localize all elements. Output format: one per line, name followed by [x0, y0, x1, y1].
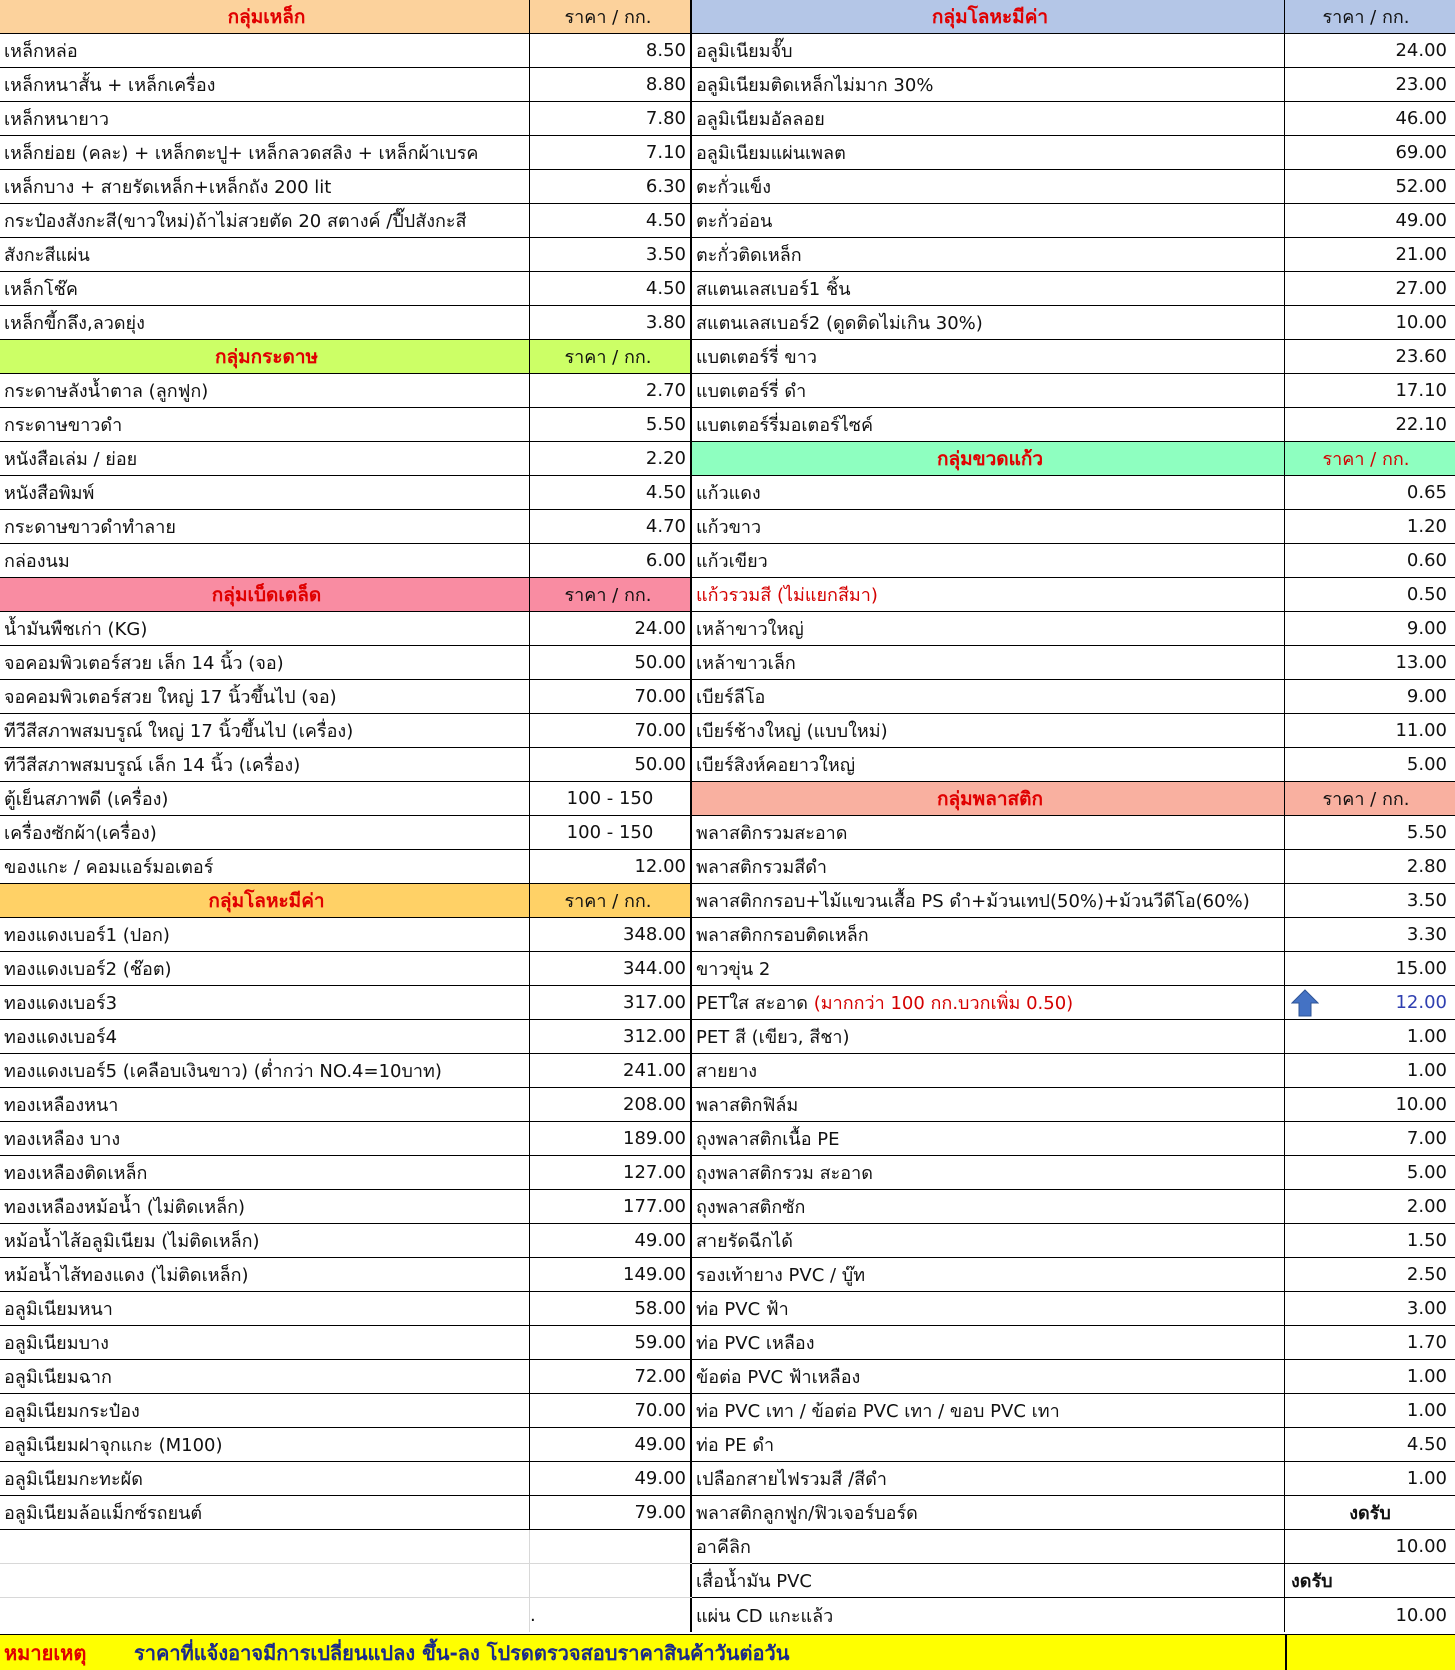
- item-price: 189.00: [530, 1122, 692, 1155]
- item-price: 317.00: [530, 986, 692, 1019]
- item-name: เหล็กหนาสั้น + เหล็กเครื่อง: [0, 68, 530, 101]
- item-name: ทองแดงเบอร์5 (เคลือบเงินขาว) (ต่ำกว่า NO.4=10บาท): [0, 1054, 530, 1087]
- item-price: 10.00: [1395, 312, 1447, 333]
- item-name: ทองเหลืองหนา: [0, 1088, 530, 1121]
- table-row: [692, 1530, 1455, 1564]
- table-row: [0, 612, 692, 646]
- item-name: อลูมิเนียมอัลลอย: [692, 102, 1285, 135]
- item-name: ท่อ PE ดำ: [692, 1428, 1285, 1461]
- item-price: 1.00: [1406, 1060, 1447, 1081]
- item-price: 2.20: [530, 442, 692, 475]
- item-price: 9.00: [1406, 686, 1447, 707]
- item-price: 9.00: [1406, 618, 1447, 639]
- item-name: เหล็กโช๊ค: [0, 272, 530, 305]
- item-price: 1.00: [1406, 1468, 1447, 1489]
- precious-metal-group-header-right: [692, 0, 1455, 34]
- table-row-pet-clear: [692, 986, 1455, 1020]
- item-price: 17.10: [1395, 380, 1447, 401]
- group-title: กลุ่มเหล็ก: [0, 0, 530, 33]
- item-name: หนังสือพิมพ์: [0, 476, 530, 509]
- item-price: 0.60: [1406, 550, 1447, 571]
- item-price: 50.00: [530, 646, 692, 679]
- table-row: [0, 544, 692, 578]
- item-price: 7.00: [1406, 1128, 1447, 1149]
- table-row: [0, 850, 692, 884]
- item-name: ของแกะ / คอมแอร์มอเตอร์: [0, 850, 530, 883]
- item-price: 5.50: [1406, 822, 1447, 843]
- item-price: 70.00: [530, 714, 692, 747]
- item-price: 6.30: [530, 170, 692, 203]
- item-name: เหล็กหนายาว: [0, 102, 530, 135]
- table-row: [692, 476, 1455, 510]
- up-arrow-icon: [1291, 989, 1319, 1017]
- empty-cell: [0, 1564, 530, 1597]
- item-name: พลาสติกรวมสะอาด: [692, 816, 1285, 849]
- table-row: [692, 850, 1455, 884]
- item-name: ท่อ PVC เทา / ข้อต่อ PVC เทา / ขอบ PVC เทา: [692, 1394, 1285, 1427]
- table-row: [692, 1496, 1455, 1530]
- group-title: กลุ่มโลหะมีค่า: [0, 884, 530, 917]
- empty-cell: [0, 1598, 530, 1632]
- item-name: น้ำมันพืชเก่า (KG): [0, 612, 530, 645]
- item-name: หนังสือเล่ม / ย่อย: [0, 442, 530, 475]
- item-price: 52.00: [1395, 176, 1447, 197]
- item-price: 79.00: [530, 1496, 692, 1529]
- item-name: อลูมิเนียมแผ่นเพลต: [692, 136, 1285, 169]
- table-row: [692, 612, 1455, 646]
- item-price: 50.00: [530, 748, 692, 781]
- item-name: ทีวีสีสภาพสมบรูณ์ เล็ก 14 นิ้ว (เครื่อง): [0, 748, 530, 781]
- item-name: เบียร์ลีโอ: [692, 680, 1285, 713]
- table-row: [692, 1054, 1455, 1088]
- table-row: [692, 816, 1455, 850]
- item-name: อาคีลิก: [692, 1530, 1285, 1563]
- item-name: ตะกั่วแข็ง: [692, 170, 1285, 203]
- item-price: 10.00: [1395, 1536, 1447, 1557]
- table-row: [0, 1156, 692, 1190]
- item-price: 22.10: [1395, 414, 1447, 435]
- item-name: จอคอมพิวเตอร์สวย ใหญ่ 17 นิ้วขึ้นไป (จอ): [0, 680, 530, 713]
- item-name: เหล็กหล่อ: [0, 34, 530, 67]
- table-row: [692, 884, 1455, 918]
- table-row: [692, 102, 1455, 136]
- item-price: 49.00: [530, 1462, 692, 1495]
- item-name: อลูมิเนียมจั๊บ: [692, 34, 1285, 67]
- trailing-mark: .: [530, 1598, 692, 1632]
- table-row: [0, 238, 692, 272]
- item-price: 58.00: [530, 1292, 692, 1325]
- item-name: อลูมิเนียมฝาจุกแกะ (M100): [0, 1428, 530, 1461]
- item-name: กระดาษขาวดำ: [0, 408, 530, 441]
- item-price: 72.00: [530, 1360, 692, 1393]
- table-row: [692, 374, 1455, 408]
- item-price: 4.50: [530, 204, 692, 237]
- table-row: [692, 1326, 1455, 1360]
- item-name: กระป๋องสังกะสี(ขาวใหม่)ถ้าไม่สวยตัด 20 สตางค์ /ปี๊ปสังกะสี: [0, 204, 530, 237]
- footer-note: [0, 1634, 1455, 1670]
- item-name: PET สี (เขียว, สีชา): [692, 1020, 1285, 1053]
- item-name: พลาสติกฟิล์ม: [692, 1088, 1285, 1121]
- price-column-label: ราคา / กก.: [1322, 789, 1410, 810]
- table-row: [692, 918, 1455, 952]
- item-price: 8.50: [530, 34, 692, 67]
- table-row: [0, 408, 692, 442]
- empty-row: [0, 1598, 692, 1632]
- table-row: [692, 1156, 1455, 1190]
- item-price: 3.80: [530, 306, 692, 339]
- item-name: ขาวขุ่น 2: [692, 952, 1285, 985]
- table-row: [692, 952, 1455, 986]
- table-row: [0, 1496, 692, 1530]
- item-price: 2.00: [1406, 1196, 1447, 1217]
- table-row: [692, 1088, 1455, 1122]
- table-row: [0, 1394, 692, 1428]
- item-name: ทองเหลืองหม้อน้ำ (ไม่ติดเหล็ก): [0, 1190, 530, 1223]
- item-name: พลาสติกลูกฟูก/ฟิวเจอร์บอร์ด: [692, 1496, 1285, 1529]
- table-row: [0, 510, 692, 544]
- item-price: 8.80: [530, 68, 692, 101]
- item-name: แบตเตอร์รี่ ขาว: [692, 340, 1285, 373]
- item-name: ท่อ PVC ฟ้า: [692, 1292, 1285, 1325]
- item-price: 4.50: [1406, 1434, 1447, 1455]
- table-row: [0, 782, 692, 816]
- price-column-label: ราคา / กก.: [530, 884, 692, 917]
- table-row: [0, 136, 692, 170]
- price-column-label: ราคา / กก.: [530, 578, 692, 611]
- table-row: [0, 170, 692, 204]
- table-row: [0, 1428, 692, 1462]
- item-price: 100 - 150: [530, 816, 692, 849]
- item-name: ทองเหลือง บาง: [0, 1122, 530, 1155]
- item-price: 69.00: [1395, 142, 1447, 163]
- item-price: 27.00: [1395, 278, 1447, 299]
- price-column-label: ราคา / กก.: [1322, 449, 1410, 470]
- item-name: ทองแดงเบอร์4: [0, 1020, 530, 1053]
- item-price: 7.10: [530, 136, 692, 169]
- item-price: 1.50: [1406, 1230, 1447, 1251]
- table-row: [692, 748, 1455, 782]
- table-row: [0, 714, 692, 748]
- item-price: 10.00: [1395, 1604, 1447, 1626]
- table-row: [692, 68, 1455, 102]
- table-row: [0, 1292, 692, 1326]
- item-name: ท่อ PVC เหลือง: [692, 1326, 1285, 1359]
- item-name: อลูมิเนียมกระป๋อง: [0, 1394, 530, 1427]
- item-price: 0.50: [1406, 584, 1447, 605]
- item-price: 208.00: [530, 1088, 692, 1121]
- price-column-label: ราคา / กก.: [1322, 7, 1410, 28]
- item-price: 23.00: [1395, 74, 1447, 95]
- item-name: สายยาง: [692, 1054, 1285, 1087]
- glass-group-header: [692, 442, 1455, 476]
- item-name: แก้วเขียว: [692, 544, 1285, 577]
- item-name: อลูมิเนียมบาง: [0, 1326, 530, 1359]
- item-name: กล่องนม: [0, 544, 530, 577]
- item-price: งดรับ: [1291, 1571, 1333, 1592]
- item-name: ตะกั่วอ่อน: [692, 204, 1285, 237]
- table-row: [692, 510, 1455, 544]
- item-price: 49.00: [530, 1224, 692, 1257]
- table-row: [0, 442, 692, 476]
- note-message: ราคาที่แจ้งอาจมีการเปลี่ยนแปลง ขึ้น-ลง โปรดตรวจสอบราคาสินค้าวันต่อวัน: [134, 1640, 790, 1665]
- group-title: กลุ่มกระดาษ: [0, 340, 530, 373]
- table-row: [692, 646, 1455, 680]
- table-row: [0, 272, 692, 306]
- item-price: 100 - 150: [530, 782, 692, 815]
- item-price: 12.00: [1395, 992, 1447, 1013]
- item-price: 2.50: [1406, 1264, 1447, 1285]
- item-price: 10.00: [1395, 1094, 1447, 1115]
- table-row: [0, 1462, 692, 1496]
- empty-cell: [530, 1564, 692, 1597]
- item-name: ทองเหลืองติดเหล็ก: [0, 1156, 530, 1189]
- item-price: 241.00: [530, 1054, 692, 1087]
- table-row: [692, 544, 1455, 578]
- empty-row: [0, 1564, 692, 1598]
- item-name: เหล็กย่อย (คละ) + เหล็กตะปู+ เหล็กลวดสลิง + เหล็กผ้าเบรค: [0, 136, 530, 169]
- item-name: สแตนเลสเบอร์2 (ดูดติดไม่เกิน 30%): [692, 306, 1285, 339]
- table-row: [692, 1462, 1455, 1496]
- price-column-label: ราคา / กก.: [530, 340, 692, 373]
- item-name: เหล้าขาวใหญ่: [692, 612, 1285, 645]
- item-name: แก้วขาว: [692, 510, 1285, 543]
- table-row: [692, 1598, 1455, 1632]
- item-name: เหล้าขาวเล็ก: [692, 646, 1285, 679]
- item-price: 59.00: [530, 1326, 692, 1359]
- item-price: 2.70: [530, 374, 692, 407]
- table-row: [692, 306, 1455, 340]
- table-row: [0, 748, 692, 782]
- item-price: 1.70: [1406, 1332, 1447, 1353]
- item-name: PETใส สะอาด: [696, 993, 808, 1014]
- table-row: [692, 136, 1455, 170]
- item-name: อลูมิเนียมหนา: [0, 1292, 530, 1325]
- right-table: [692, 0, 1455, 1632]
- item-name: อลูมิเนียมฉาก: [0, 1360, 530, 1393]
- table-row: [692, 1394, 1455, 1428]
- table-row: [0, 1326, 692, 1360]
- table-row: [0, 1224, 692, 1258]
- item-name: เปลือกสายไฟรวมสี /สีดำ: [692, 1462, 1285, 1495]
- price-column-label: ราคา / กก.: [530, 0, 692, 33]
- table-row: [0, 1360, 692, 1394]
- table-row: [0, 680, 692, 714]
- item-price: 49.00: [530, 1428, 692, 1461]
- item-name: เหล็กบาง + สายรัดเหล็ก+เหล็กถัง 200 lit: [0, 170, 530, 203]
- table-row: [692, 204, 1455, 238]
- item-name: หม้อน้ำไส้ทองแดง (ไม่ติดเหล็ก): [0, 1258, 530, 1291]
- item-name: ทีวีสีสภาพสมบรูณ์ ใหญ่ 17 นิ้วขึ้นไป (เครื่อง): [0, 714, 530, 747]
- item-price: 70.00: [530, 1394, 692, 1427]
- item-name: จอคอมพิวเตอร์สวย เล็ก 14 นิ้ว (จอ): [0, 646, 530, 679]
- item-name: ตะกั่วติดเหล็ก: [692, 238, 1285, 271]
- item-name: ถุงพลาสติกรวม สะอาด: [692, 1156, 1285, 1189]
- table-row: [0, 102, 692, 136]
- item-name: แบตเตอร์รี่มอเตอร์ไซค์: [692, 408, 1285, 441]
- table-row: [692, 340, 1455, 374]
- table-row: [0, 1122, 692, 1156]
- item-price: 1.20: [1406, 516, 1447, 537]
- item-name: กระดาษขาวดำทำลาย: [0, 510, 530, 543]
- item-price: 49.00: [1395, 210, 1447, 231]
- table-row: [692, 578, 1455, 612]
- table-row: [0, 1190, 692, 1224]
- table-row: [692, 1258, 1455, 1292]
- group-title: กลุ่มเบ็ดเตล็ด: [0, 578, 530, 611]
- table-row: [0, 1088, 692, 1122]
- item-name: พลาสติกกรอบติดเหล็ก: [692, 918, 1285, 951]
- item-price: 7.80: [530, 102, 692, 135]
- item-price: 1.00: [1406, 1400, 1447, 1421]
- item-price: 21.00: [1395, 244, 1447, 265]
- item-name: อลูมิเนียมกะทะผัด: [0, 1462, 530, 1495]
- table-row: [692, 1122, 1455, 1156]
- table-row: [0, 918, 692, 952]
- item-name: สังกะสีแผ่น: [0, 238, 530, 271]
- item-name: ข้อต่อ PVC ฟ้าเหลือง: [692, 1360, 1285, 1393]
- item-price: 24.00: [1395, 40, 1447, 61]
- table-row: [0, 306, 692, 340]
- plastic-group-header: [692, 782, 1455, 816]
- item-price: 5.00: [1406, 754, 1447, 775]
- item-name: เหล็กขี้กลึง,ลวดยุ่ง: [0, 306, 530, 339]
- item-price: 11.00: [1395, 720, 1447, 741]
- item-price: 5.50: [530, 408, 692, 441]
- item-note: (มากกว่า 100 กก.บวกเพิ่ม 0.50): [813, 993, 1074, 1014]
- table-row: [692, 1190, 1455, 1224]
- table-row: [692, 1360, 1455, 1394]
- table-row: [0, 34, 692, 68]
- item-price: 2.80: [1406, 856, 1447, 877]
- item-price: 149.00: [530, 1258, 692, 1291]
- item-name: อลูมิเนียมติดเหล็กไม่มาก 30%: [692, 68, 1285, 101]
- table-row: [0, 1020, 692, 1054]
- misc-group-header: [0, 578, 692, 612]
- item-name: ทองแดงเบอร์3: [0, 986, 530, 1019]
- table-row: [0, 204, 692, 238]
- item-price: 4.70: [530, 510, 692, 543]
- item-name: เสื่อน้ำมัน PVC: [692, 1564, 1285, 1597]
- empty-cell: [530, 1530, 692, 1563]
- item-price: 312.00: [530, 1020, 692, 1053]
- item-name: ทองแดงเบอร์1 (ปอก): [0, 918, 530, 951]
- table-row: [692, 34, 1455, 68]
- item-price: 127.00: [530, 1156, 692, 1189]
- group-title: กลุ่มขวดแก้ว: [692, 442, 1285, 475]
- item-price: 3.00: [1406, 1298, 1447, 1319]
- table-row: [0, 476, 692, 510]
- item-name: อลูมิเนียมล้อแม็กซ์รถยนต์: [0, 1496, 530, 1529]
- item-name: ตู้เย็นสภาพดี (เครื่อง): [0, 782, 530, 815]
- item-price: 0.65: [1406, 482, 1447, 503]
- item-name: รองเท้ายาง PVC / บู๊ท: [692, 1258, 1285, 1291]
- item-price: 24.00: [530, 612, 692, 645]
- item-price: 13.00: [1395, 652, 1447, 673]
- table-row: [692, 408, 1455, 442]
- table-row: [692, 1020, 1455, 1054]
- item-price: 46.00: [1395, 108, 1447, 129]
- item-name: สายรัดฉีกได้: [692, 1224, 1285, 1257]
- footer-divider: [1285, 1635, 1287, 1670]
- item-name: พลาสติกกรอบ+ไม้แขวนเสื้อ PS ดำ+ม้วนเทป(50%)+ม้วนวีดีโอ(60%): [692, 884, 1285, 917]
- item-name: เครื่องซักผ้า(เครื่อง): [0, 816, 530, 849]
- empty-cell: [0, 1530, 530, 1563]
- table-row: [692, 1564, 1455, 1598]
- table-row: [692, 714, 1455, 748]
- item-name: เบียร์สิงห์คอยาวใหญ่: [692, 748, 1285, 781]
- table-row: [0, 952, 692, 986]
- table-row: [0, 646, 692, 680]
- item-price: 3.50: [1406, 890, 1447, 911]
- table-row: [0, 68, 692, 102]
- item-price: 3.50: [530, 238, 692, 271]
- item-name: ถุงพลาสติกเนื้อ PE: [692, 1122, 1285, 1155]
- table-row: [692, 1428, 1455, 1462]
- item-name: ทองแดงเบอร์2 (ช๊อต): [0, 952, 530, 985]
- item-price: 344.00: [530, 952, 692, 985]
- table-row: [692, 272, 1455, 306]
- item-name: พลาสติกรวมสีดำ: [692, 850, 1285, 883]
- item-name: แก้วรวมสี (ไม่แยกสีมา): [692, 578, 1285, 611]
- item-price: 177.00: [530, 1190, 692, 1223]
- table-row: [692, 170, 1455, 204]
- group-title: กลุ่มพลาสติก: [692, 782, 1285, 815]
- item-price: งดรับ: [1349, 1503, 1391, 1524]
- item-price: 3.30: [1406, 924, 1447, 945]
- item-name: ถุงพลาสติกซัก: [692, 1190, 1285, 1223]
- item-price: 12.00: [530, 850, 692, 883]
- paper-group-header: [0, 340, 692, 374]
- table-row: [692, 1224, 1455, 1258]
- item-name: เบียร์ช้างใหญ่ (แบบใหม่): [692, 714, 1285, 747]
- item-price: 23.60: [1395, 346, 1447, 367]
- item-price: 15.00: [1395, 958, 1447, 979]
- note-label: หมายเหตุ: [4, 1640, 87, 1665]
- table-row: [0, 986, 692, 1020]
- item-price-cell: [1285, 986, 1455, 1019]
- item-name: แผ่น CD แกะแล้ว: [692, 1598, 1285, 1632]
- item-price: 1.00: [1406, 1026, 1447, 1047]
- empty-row: [0, 1530, 692, 1564]
- precious-metal-group-header: [0, 884, 692, 918]
- item-name: แก้วแดง: [692, 476, 1285, 509]
- table-row: [0, 1258, 692, 1292]
- item-name: กระดาษลังน้ำตาล (ลูกฟูก): [0, 374, 530, 407]
- item-name-cell: [692, 986, 1285, 1019]
- item-name: สแตนเลสเบอร์1 ชิ้น: [692, 272, 1285, 305]
- table-row: [0, 1054, 692, 1088]
- table-row: [692, 238, 1455, 272]
- item-price: 348.00: [530, 918, 692, 951]
- table-row: [692, 680, 1455, 714]
- item-price: 6.00: [530, 544, 692, 577]
- group-title: กลุ่มโลหะมีค่า: [692, 0, 1285, 33]
- left-table: [0, 0, 692, 1632]
- table-row: [692, 1292, 1455, 1326]
- item-price: 1.00: [1406, 1366, 1447, 1387]
- table-row: [0, 816, 692, 850]
- table-row: [0, 374, 692, 408]
- item-price: 4.50: [530, 272, 692, 305]
- item-name: แบตเตอร์รี่ ดำ: [692, 374, 1285, 407]
- steel-group-header: [0, 0, 692, 34]
- item-name: หม้อน้ำไส้อลูมิเนียม (ไม่ติดเหล็ก): [0, 1224, 530, 1257]
- item-price: 4.50: [530, 476, 692, 509]
- item-price: 70.00: [530, 680, 692, 713]
- item-price: 5.00: [1406, 1162, 1447, 1183]
